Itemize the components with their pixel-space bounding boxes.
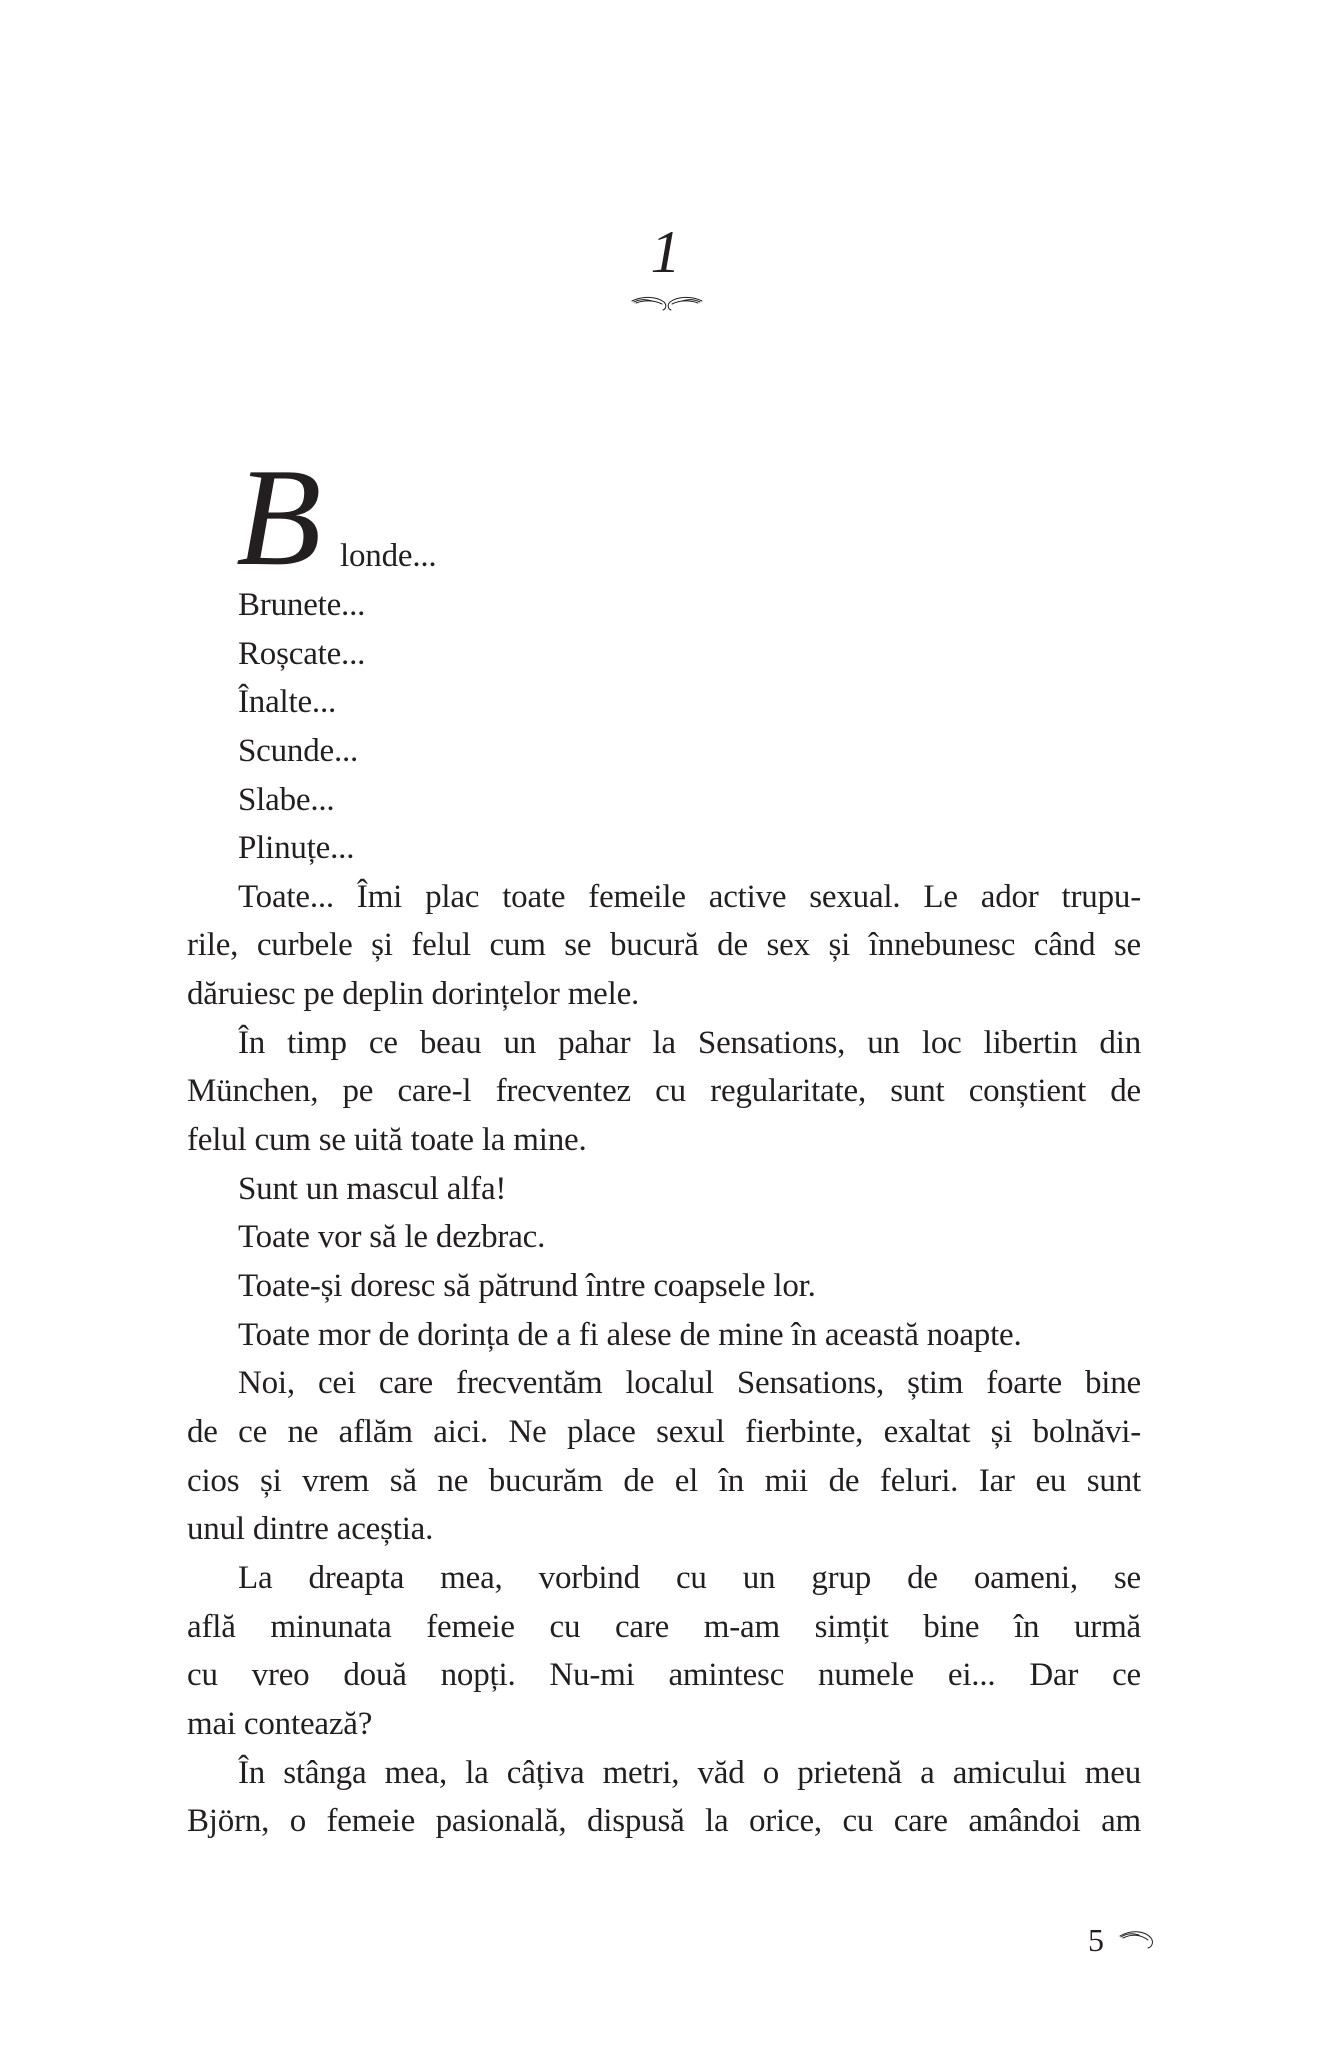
text-line: află minunata femeie cu care m-am simțit bine în urmă bbox=[187, 1609, 1141, 1645]
text-line: rile, curbele și felul cum se bucură de sex și înnebunesc când se bbox=[187, 927, 1141, 963]
text-line: felul cum se uită toate la mine. bbox=[187, 1122, 587, 1158]
text-line: Scunde... bbox=[238, 733, 359, 769]
text-line: cios și vrem să ne bucurăm de el în mii de feluri. Iar eu sunt bbox=[187, 1463, 1141, 1499]
text-line: Björn, o femeie pasională, dispusă la orice, cu care amândoi am bbox=[187, 1803, 1141, 1839]
text-line: La dreapta mea, vorbind cu un grup de oameni, se bbox=[238, 1560, 1141, 1596]
text-line: Noi, cei care frecventăm localul Sensations, știm foarte bine bbox=[238, 1365, 1141, 1401]
chapter-number: 1 bbox=[650, 219, 681, 285]
text-line: Brunete... bbox=[238, 587, 366, 623]
text-line: În stânga mea, la câțiva metri, văd o prietenă a amicului meu bbox=[238, 1755, 1141, 1791]
text-line: londe... bbox=[340, 538, 437, 574]
text-line: Toate vor să le dezbrac. bbox=[238, 1219, 546, 1255]
text-line: Toate-și doresc să pătrund între coapsele lor. bbox=[238, 1268, 816, 1304]
flourish-ornament-icon bbox=[630, 294, 704, 312]
text-line: Plinuțe... bbox=[238, 830, 355, 866]
flourish-ornament-half-icon bbox=[1118, 1928, 1156, 1950]
text-line: unul dintre aceștia. bbox=[187, 1511, 434, 1547]
text-line: Toate... Îmi plac toate femeile active sexual. Le ador trupu- bbox=[238, 879, 1141, 915]
text-line: cu vreo două nopți. Nu-mi amintesc numele ei... Dar ce bbox=[187, 1657, 1141, 1693]
text-line: În timp ce beau un pahar la Sensations, un loc libertin din bbox=[238, 1025, 1141, 1061]
text-line: Sunt un mascul alfa! bbox=[238, 1171, 507, 1207]
page-number: 5 bbox=[1088, 1922, 1104, 1958]
text-line: Înalte... bbox=[238, 684, 337, 720]
text-line: de ce ne aflăm aici. Ne place sexul fierbinte, exaltat și bolnăvi- bbox=[187, 1414, 1141, 1450]
drop-cap: B bbox=[236, 440, 322, 595]
text-line: mai contează? bbox=[187, 1706, 373, 1742]
text-line: Slabe... bbox=[238, 782, 335, 818]
text-line: München, pe care-l frecventez cu regularitate, sunt conștient de bbox=[187, 1073, 1141, 1109]
text-line: Roșcate... bbox=[238, 636, 366, 672]
text-line: Toate mor de dorința de a fi alese de mine în această noapte. bbox=[238, 1317, 1022, 1353]
text-line: dăruiesc pe deplin dorințelor mele. bbox=[187, 976, 640, 1012]
